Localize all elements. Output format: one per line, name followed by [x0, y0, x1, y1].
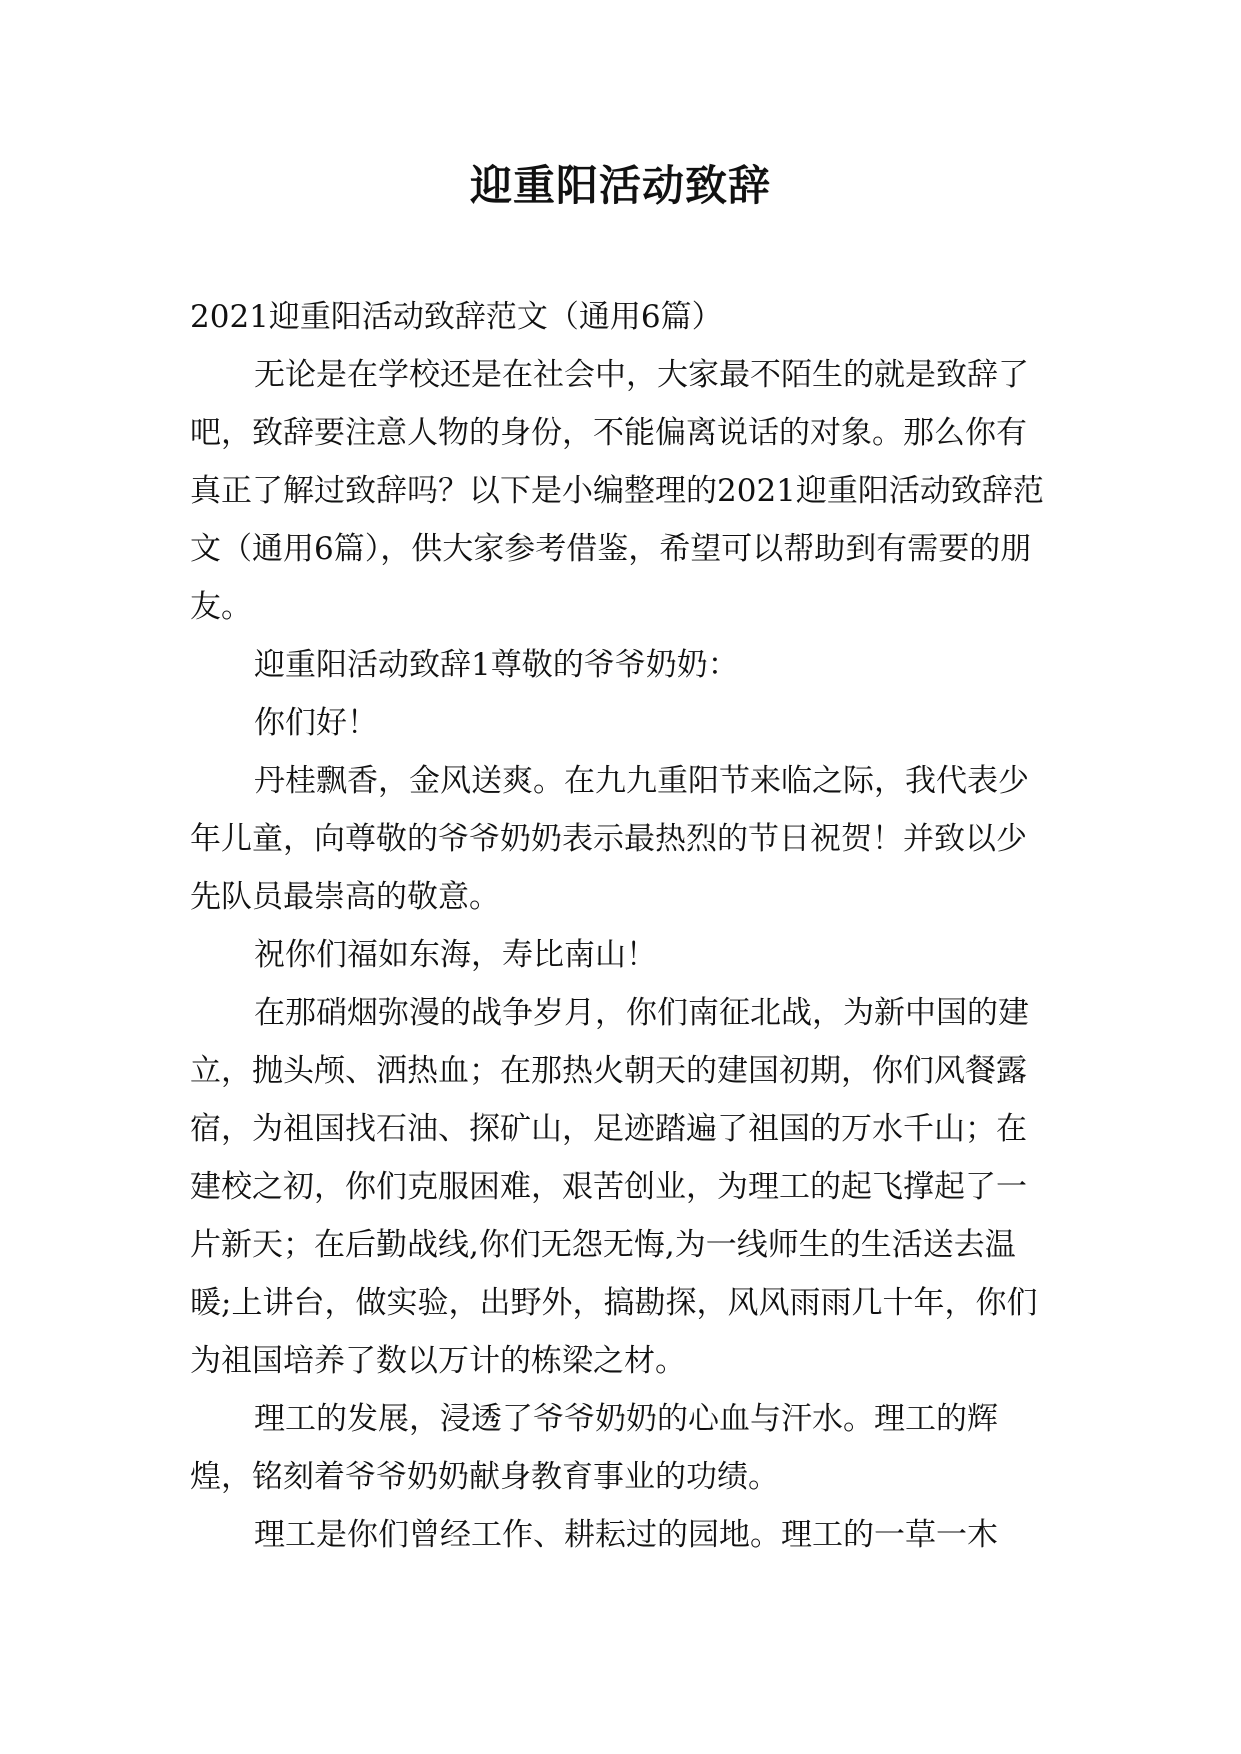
document-body: [190, 288, 1050, 1564]
paragraph-greeting: 你们好！: [254, 705, 378, 741]
document-subtitle: 2021迎重阳活动致辞范文（通用6篇）: [190, 299, 723, 335]
paragraph: 祝你们福如东海，寿比南山！: [254, 937, 657, 973]
paragraph: 理工是你们曾经工作、耕耘过的园地。理工的一草一木: [254, 1517, 998, 1553]
paragraph: 丹桂飘香，金风送爽。在九九重阳节来临之际，我代表少年儿童，向尊敬的爷爷奶奶表示最热烈的节日祝贺！并致以少先队员最崇高的敬意。: [190, 763, 1029, 915]
paragraph-speech-heading: 迎重阳活动致辞1尊敬的爷爷奶奶：: [254, 647, 739, 683]
paragraph: 在那硝烟弥漫的战争岁月，你们南征北战，为新中国的建立，抛头颅、洒热血；在那热火朝天的建国初期，你们风餐露宿，为祖国找石油、探矿山，足迹踏遍了祖国的万水千山；在建校之初，你们克服困难，艰苦创业，为理工的起飞撑起了一片新天；在后勤战线,你们无怨无悔,为一线师生的生活送去温暖;上讲台，做实验，出野外，搞勘探，风风雨雨几十年，你们为祖国培养了数以万计的栋梁之材。: [190, 995, 1038, 1379]
paragraph: 理工的发展，浸透了爷爷奶奶的心血与汗水。理工的辉煌，铭刻着爷爷奶奶献身教育事业的功绩。: [190, 1401, 998, 1495]
document-title: 迎重阳活动致辞: [469, 161, 771, 210]
paragraph-intro: 无论是在学校还是在社会中，大家最不陌生的就是致辞了吧，致辞要注意人物的身份，不能偏离说话的对象。那么你有真正了解过致辞吗？以下是小编整理的2021迎重阳活动致辞范文（通用6篇），供大家参考借鉴，希望可以帮助到有需要的朋友。: [190, 357, 1044, 625]
